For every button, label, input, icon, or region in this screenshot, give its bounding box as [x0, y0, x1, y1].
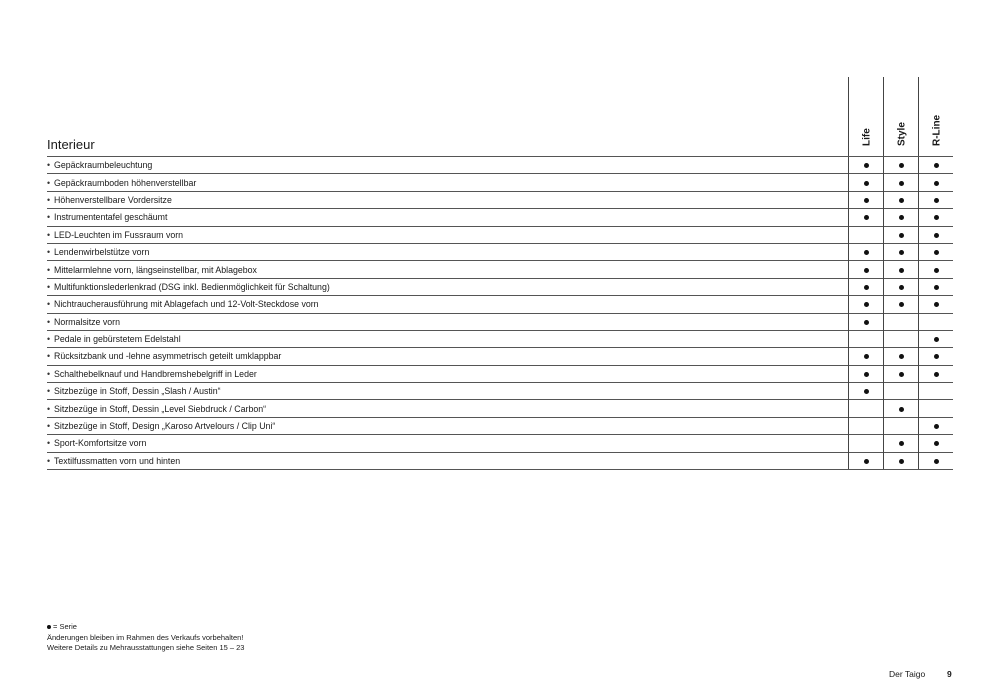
- feature-label: Schalthebelknauf und Handbremshebelgriff in Leder: [54, 368, 257, 379]
- feature-label: Gepäckraumboden höhenverstellbar: [54, 177, 197, 188]
- series-dot-icon: [864, 459, 869, 464]
- series-dot-icon: [864, 215, 869, 220]
- mark-cell-style: [884, 435, 919, 452]
- mark-cell-life: [849, 191, 884, 208]
- mark-cell-rline: [919, 365, 954, 382]
- mark-cell-style: [884, 226, 919, 243]
- series-dot-icon: [899, 285, 904, 290]
- mark-cell-life: [849, 330, 884, 347]
- footer-title: Der Taigo: [889, 669, 926, 679]
- mark-cell-rline: [919, 226, 954, 243]
- table-row: [47, 435, 953, 452]
- mark-cell-style: [884, 243, 919, 260]
- mark-cell-life: [849, 209, 884, 226]
- mark-cell-life: [849, 174, 884, 191]
- mark-cell-life: [849, 400, 884, 417]
- feature-cell: [47, 383, 849, 400]
- mark-cell-rline: [919, 417, 954, 434]
- series-dot-icon: [899, 181, 904, 186]
- feature-cell: [47, 296, 849, 313]
- mark-cell-life: [849, 226, 884, 243]
- series-dot-icon: [864, 163, 869, 168]
- bullet-icon: •: [47, 229, 51, 240]
- trim-label-style: Style: [896, 122, 907, 146]
- mark-cell-rline: [919, 174, 954, 191]
- bullet-icon: •: [47, 403, 51, 414]
- bullet-icon: •: [47, 334, 51, 345]
- feature-label: Höhenverstellbare Vordersitze: [54, 194, 172, 205]
- equipment-table: [47, 156, 953, 470]
- feature-cell: [47, 226, 849, 243]
- mark-cell-life: [849, 435, 884, 452]
- series-dot-icon: [864, 372, 869, 377]
- table-row: [47, 278, 953, 295]
- feature-label: Pedale in gebürstetem Edelstahl: [54, 334, 181, 345]
- mark-cell-style: [884, 261, 919, 278]
- bullet-icon: •: [47, 247, 51, 258]
- series-dot-icon: [47, 625, 51, 629]
- series-dot-icon: [934, 233, 939, 238]
- series-dot-icon: [899, 250, 904, 255]
- mark-cell-rline: [919, 435, 954, 452]
- feature-cell: [47, 209, 849, 226]
- table-row: [47, 348, 953, 365]
- bullet-icon: •: [47, 281, 51, 292]
- series-dot-icon: [934, 459, 939, 464]
- feature-cell: [47, 435, 849, 452]
- mark-cell-style: [884, 313, 919, 330]
- feature-label: Instrumententafel geschäumt: [54, 212, 168, 223]
- legend-line: [47, 622, 244, 633]
- table-row: [47, 157, 953, 174]
- series-dot-icon: [899, 215, 904, 220]
- feature-label: Lendenwirbelstütze vorn: [54, 247, 150, 258]
- series-dot-icon: [934, 250, 939, 255]
- mark-cell-style: [884, 383, 919, 400]
- series-dot-icon: [899, 302, 904, 307]
- series-dot-icon: [899, 441, 904, 446]
- footnote-disclaimer: Änderungen bleiben im Rahmen des Verkaufs vorbehalten!: [47, 632, 244, 642]
- mark-cell-rline: [919, 296, 954, 313]
- series-dot-icon: [934, 268, 939, 273]
- series-dot-icon: [899, 233, 904, 238]
- feature-cell: [47, 243, 849, 260]
- bullet-icon: •: [47, 438, 51, 449]
- mark-cell-rline: [919, 330, 954, 347]
- mark-cell-style: [884, 400, 919, 417]
- table-row: [47, 243, 953, 260]
- feature-label: Sport-Komfortsitze vorn: [54, 438, 147, 449]
- series-dot-icon: [934, 337, 939, 342]
- series-dot-icon: [899, 163, 904, 168]
- mark-cell-life: [849, 278, 884, 295]
- mark-cell-rline: [919, 191, 954, 208]
- footnotes: [47, 622, 244, 654]
- table-row: [47, 226, 953, 243]
- mark-cell-rline: [919, 243, 954, 260]
- table-row: [47, 191, 953, 208]
- mark-cell-rline: [919, 278, 954, 295]
- table-row: [47, 383, 953, 400]
- series-dot-icon: [934, 163, 939, 168]
- bullet-icon: •: [47, 160, 51, 171]
- series-dot-icon: [899, 372, 904, 377]
- bullet-icon: •: [47, 316, 51, 327]
- mark-cell-rline: [919, 157, 954, 174]
- series-dot-icon: [864, 268, 869, 273]
- trim-label-rline: R-Line: [931, 114, 942, 146]
- table-row: [47, 261, 953, 278]
- series-dot-icon: [864, 198, 869, 203]
- feature-label: Sitzbezüge in Stoff, Dessin „Slash / Austin“: [54, 386, 221, 397]
- series-dot-icon: [864, 389, 869, 394]
- mark-cell-style: [884, 157, 919, 174]
- feature-cell: [47, 261, 849, 278]
- mark-cell-style: [884, 417, 919, 434]
- table-row: [47, 330, 953, 347]
- series-dot-icon: [864, 285, 869, 290]
- feature-cell: [47, 400, 849, 417]
- series-dot-icon: [864, 302, 869, 307]
- series-dot-icon: [864, 354, 869, 359]
- feature-label: Normalsitze vorn: [54, 316, 120, 327]
- mark-cell-life: [849, 296, 884, 313]
- section-title: Interieur: [47, 137, 95, 152]
- feature-label: Textilfussmatten vorn und hinten: [54, 455, 181, 466]
- mark-cell-rline: [919, 261, 954, 278]
- bullet-icon: •: [47, 264, 51, 275]
- table-row: [47, 452, 953, 469]
- series-dot-icon: [934, 285, 939, 290]
- mark-cell-life: [849, 243, 884, 260]
- table-row: [47, 365, 953, 382]
- trim-header-style: [883, 77, 919, 156]
- equipment-table-body: [47, 157, 953, 470]
- mark-cell-style: [884, 174, 919, 191]
- mark-cell-style: [884, 348, 919, 365]
- bullet-icon: •: [47, 212, 51, 223]
- feature-cell: [47, 157, 849, 174]
- mark-cell-rline: [919, 209, 954, 226]
- bullet-icon: •: [47, 177, 51, 188]
- table-row: [47, 209, 953, 226]
- feature-cell: [47, 313, 849, 330]
- bullet-icon: •: [47, 194, 51, 205]
- series-dot-icon: [934, 215, 939, 220]
- bullet-icon: •: [47, 351, 51, 362]
- table-row: [47, 174, 953, 191]
- footnote-reference: Weitere Details zu Mehrausstattungen siehe Seiten 15 – 23: [47, 643, 245, 652]
- mark-cell-life: [849, 365, 884, 382]
- mark-cell-life: [849, 383, 884, 400]
- mark-cell-style: [884, 278, 919, 295]
- trim-header-life: [848, 77, 884, 156]
- trim-header-rline: [918, 77, 954, 156]
- feature-cell: [47, 348, 849, 365]
- series-dot-icon: [864, 181, 869, 186]
- feature-label: LED-Leuchten im Fussraum vorn: [54, 229, 184, 240]
- feature-cell: [47, 330, 849, 347]
- feature-label: Rücksitzbank und -lehne asymmetrisch geteilt umklappbar: [54, 351, 282, 362]
- mark-cell-rline: [919, 313, 954, 330]
- legend-series-label: = Serie: [53, 622, 77, 631]
- mark-cell-rline: [919, 348, 954, 365]
- mark-cell-rline: [919, 400, 954, 417]
- series-dot-icon: [899, 198, 904, 203]
- bullet-icon: •: [47, 421, 51, 432]
- mark-cell-style: [884, 330, 919, 347]
- series-dot-icon: [934, 181, 939, 186]
- series-dot-icon: [864, 320, 869, 325]
- feature-cell: [47, 365, 849, 382]
- series-dot-icon: [934, 372, 939, 377]
- bullet-icon: •: [47, 455, 51, 466]
- mark-cell-style: [884, 191, 919, 208]
- feature-cell: [47, 278, 849, 295]
- page-number: 9: [947, 669, 952, 679]
- table-row: [47, 417, 953, 434]
- feature-cell: [47, 417, 849, 434]
- series-dot-icon: [934, 354, 939, 359]
- table-row: [47, 313, 953, 330]
- feature-label: Gepäckraumbeleuchtung: [54, 160, 153, 171]
- feature-label: Mittelarmlehne vorn, längseinstellbar, mit Ablagebox: [54, 264, 257, 275]
- bullet-icon: •: [47, 368, 51, 379]
- table-row: [47, 400, 953, 417]
- trim-label-life: Life: [861, 128, 872, 146]
- series-dot-icon: [934, 441, 939, 446]
- feature-cell: [47, 174, 849, 191]
- feature-label: Multifunktionslederlenkrad (DSG inkl. Bedienmöglichkeit für Schaltung): [54, 281, 330, 292]
- mark-cell-style: [884, 296, 919, 313]
- series-dot-icon: [899, 354, 904, 359]
- table-row: [47, 296, 953, 313]
- mark-cell-life: [849, 261, 884, 278]
- mark-cell-life: [849, 417, 884, 434]
- mark-cell-rline: [919, 452, 954, 469]
- feature-cell: [47, 191, 849, 208]
- series-dot-icon: [934, 198, 939, 203]
- mark-cell-life: [849, 157, 884, 174]
- feature-label: Sitzbezüge in Stoff, Design „Karoso Artvelours / Clip Uni“: [54, 421, 276, 432]
- mark-cell-rline: [919, 383, 954, 400]
- mark-cell-life: [849, 313, 884, 330]
- mark-cell-life: [849, 348, 884, 365]
- series-dot-icon: [899, 459, 904, 464]
- mark-cell-life: [849, 452, 884, 469]
- series-dot-icon: [899, 268, 904, 273]
- feature-cell: [47, 452, 849, 469]
- feature-label: Sitzbezüge in Stoff, Dessin „Level Siebdruck / Carbon“: [54, 403, 267, 414]
- mark-cell-style: [884, 452, 919, 469]
- series-dot-icon: [899, 407, 904, 412]
- series-dot-icon: [934, 424, 939, 429]
- series-dot-icon: [864, 250, 869, 255]
- bullet-icon: •: [47, 386, 51, 397]
- mark-cell-style: [884, 209, 919, 226]
- series-dot-icon: [934, 302, 939, 307]
- mark-cell-style: [884, 365, 919, 382]
- feature-label: Nichtraucherausführung mit Ablagefach und 12-Volt-Steckdose vorn: [54, 299, 319, 310]
- bullet-icon: •: [47, 299, 51, 310]
